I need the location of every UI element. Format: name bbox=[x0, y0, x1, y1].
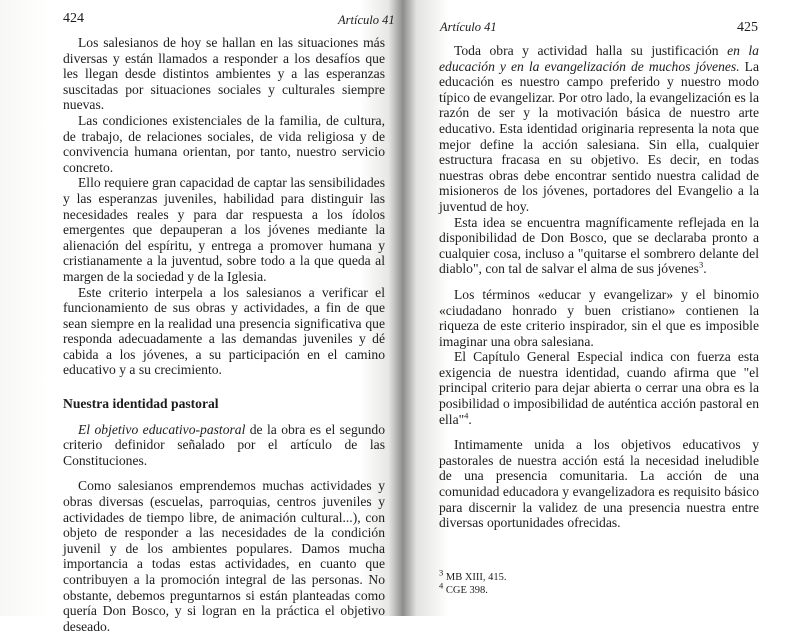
right-text-block bbox=[439, 43, 759, 531]
paragraph: Ello requiere gran capacidad de captar las sensibilidades y las esperanzas juveniles, habilidad para distinguir las necesidades reales y para dar respuesta a los ídolos emergentes que depauperan a los jóvenes mediante la alienación del espíritu, y entrega a promover humana y cristianamente a la juventud, sobre todo a la que queda al margen de la sociedad y de la Iglesia. bbox=[63, 175, 385, 284]
right-page bbox=[400, 0, 801, 616]
footnote-text: MB XIII, 415. bbox=[443, 572, 507, 583]
italic-phrase: El objetivo educativo-pastoral bbox=[78, 421, 246, 437]
running-head: Artículo 41 bbox=[338, 13, 395, 27]
paragraph-text: El Capítulo General Especial indica con fuerza esta exigencia de nuestra identidad, cuando afirma que "el principal criterio para dejar abierta o cerrar una obra es la posibilidad o imposibilidad de auténtica acción pastoral en ella" bbox=[439, 349, 759, 427]
running-head: Artículo 41 bbox=[440, 20, 497, 34]
footnote-ref[interactable]: 3 bbox=[698, 259, 704, 270]
footnote-text: CGE 398. bbox=[443, 585, 488, 596]
paragraph-text: de la obra es el segundo criterio definidor señalado por el artículo de las Constituciones. bbox=[63, 421, 385, 468]
paragraph bbox=[63, 422, 385, 469]
paragraph: Intimamente unida a los objetivos educativos y pastorales de nuestra acción está la necesidad ineludible de una presencia comunitaria. La acción de una comunidad educadora y evangelizadora es requisito básico para discernir la validez de una presencia nuestra entre diversas oportunidades ofrecidas. bbox=[439, 437, 759, 531]
left-text-block bbox=[63, 35, 385, 634]
left-page bbox=[0, 0, 400, 634]
footnote-ref[interactable]: 4 bbox=[464, 410, 469, 421]
paragraph: Esta idea se encuentra magníficamente reflejada en la disponibilidad de Don Bosco, que se declaraba pronto a cualquier cosa, incluso a "quitarse el sombrero delante del diablo", con tal de salvar el alma de sus jóvenes$^3$. bbox=[439, 214, 759, 277]
paragraph: Las condiciones existenciales de la familia, de cultura, de trabajo, de relaciones sociales, de vida religiosa y de convivencia humana orientan, por tanto, nuestro servicio concreto. bbox=[63, 112, 385, 175]
paragraph-text: La educación es nuestro campo preferido y nuestro modo típico de evangelizar. Por otro lado, la evangelización es la razón de ser y la motivación básica de nuestro arte educativo. Esta identidad originaria representa la nota que mejor define la acción salesiana. Sin ella, cualquier estructura fracasa en su objetivo. Es decir, en todas nuestras obras debe encontrar sentido nuestra calidad de misioneros de los jóvenes, portadores del Evangelio a la juventud de hoy. bbox=[439, 58, 759, 214]
paragraph: El Capítulo General Especial indica con fuerza esta exigencia de nuestra identidad, cuando afirma que "el principal criterio para dejar abierta o cerrar una obra es la posibilidad o imposibilidad de auténtica acción pastoral en ella"$^4$. bbox=[439, 349, 759, 427]
italic-phrase: en la educación y en la evangelización de muchos jóvenes. bbox=[439, 43, 759, 74]
paragraph-text: Toda obra y actividad halla su justificación bbox=[454, 43, 728, 58]
footnote-mark: 4 bbox=[439, 580, 444, 591]
paragraph-text: Esta idea se encuentra magníficamente reflejada en la disponibilidad de Don Bosco, que se declaraba pronto a cualquier cosa, incluso a "quitarse el sombrero delante del diablo", con tal de salvar el alma de sus jóvenes bbox=[439, 214, 759, 277]
footnotes bbox=[439, 567, 507, 597]
paragraph: Los términos «educar y evangelizar» y el binomio «ciudadano honrado y buen cristiano» contienen la riqueza de este criterio inspirador, sin el que es imposible imaginar una obra salesiana. bbox=[439, 286, 759, 349]
paragraph: Los salesianos de hoy se hallan en las situaciones más diversas y están llamados a responder a los desafíos que les llegan desde distintos ambientes y a las esperanzas suscitadas por situaciones sociales y culturales siempre nuevas. bbox=[63, 35, 385, 113]
paragraph: Este criterio interpela a los salesianos a verificar el funcionamiento de sus obras y actividades, a fin de que sean siempre en la realidad una presencia significativa que responda adecuadamente a las demandas juveniles y dé cabida a los jóvenes, a su participación en el camino educativo y a su crecimiento. bbox=[63, 284, 385, 378]
page-number: 424 bbox=[63, 11, 84, 26]
paragraph bbox=[439, 43, 759, 215]
page-number: 425 bbox=[737, 20, 758, 35]
footnote bbox=[439, 580, 507, 597]
paragraph: Como salesianos emprendemos muchas actividades y obras diversas (escuelas, parroquias, centros juveniles y actividades de tiempo libre, de animación cultural...), con objeto de responder a las necesidades de la condición juvenil y de los ambientes populares. Damos mucha importancia a todas estas actividades, en cuanto que contribuyen a la promoción integral de las personas. No obstante, debemos preguntarnos si están planteadas como quería Don Bosco, y si logran en la práctica el objetivo deseado. bbox=[63, 478, 385, 634]
section-heading: Nuestra identidad pastoral bbox=[63, 396, 219, 412]
footnote-mark: 3 bbox=[439, 567, 444, 578]
footnote bbox=[439, 567, 507, 584]
